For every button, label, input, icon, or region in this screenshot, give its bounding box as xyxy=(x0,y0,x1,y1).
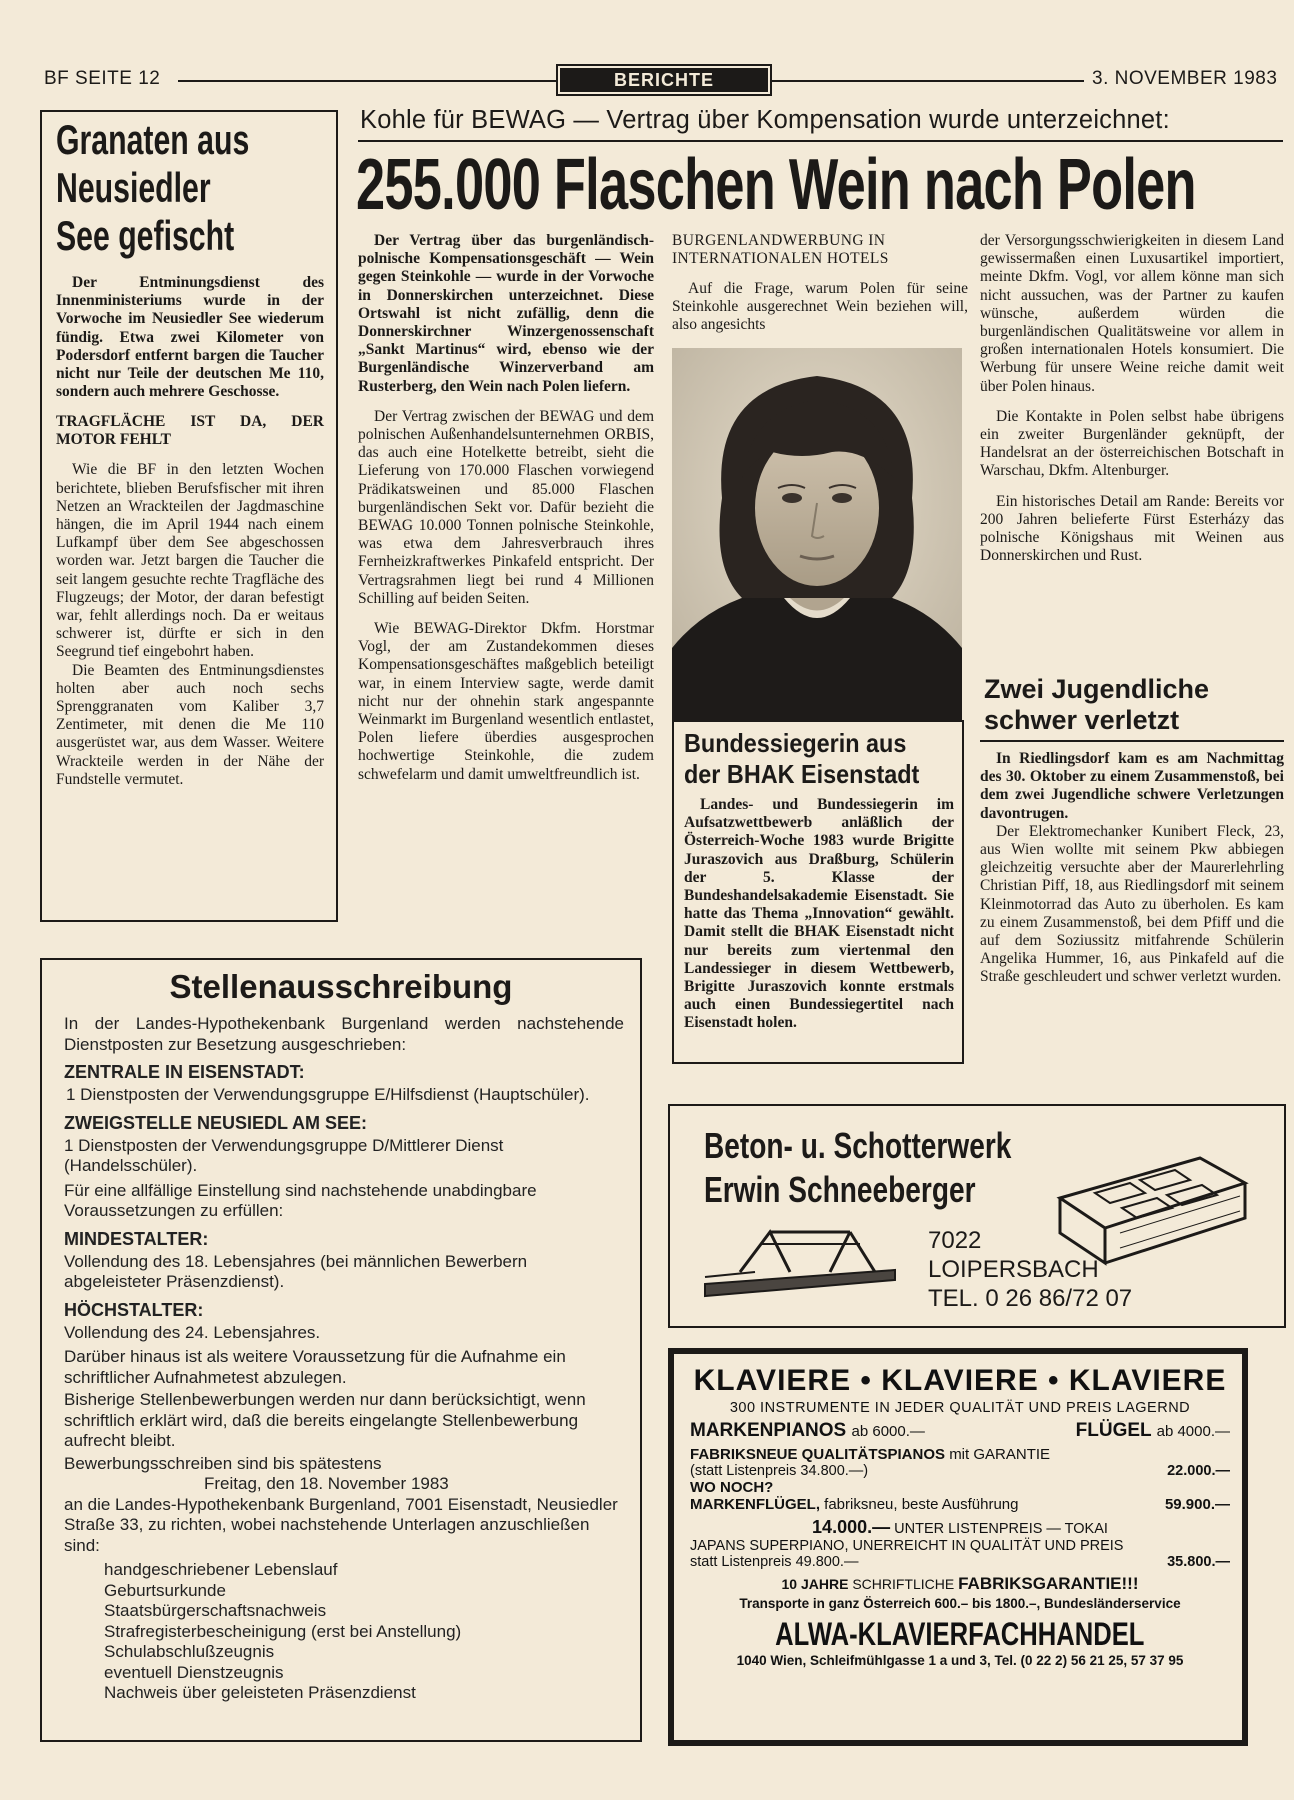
granaten-paragraph: Wie die BF in den letzten Wochen berichtete, blieben Berufsfischer mit ihren Netzen an Wrackteilen der Jagdmaschine hängen, die im April 1944 nach einem Lufkampf über dem See abgeschossen worden war. Jetzt bargen die Taucher die seit langem gesuchte rechte Tragfläche des Flugzeugs; der Motor, der daran befestigt war, fehlt allerdings noch. Da er weitaus schwerer ist, dürfte er sich in den Seegrund tief eingebohrt haben. xyxy=(56,461,324,661)
beton-ad-address: 7022 LOIPERSBACH TEL. 0 26 86/72 07 xyxy=(928,1227,1133,1312)
unfall-headline: Zwei Jugendliche schwer verletzt xyxy=(984,674,1210,735)
wein-kicker: Kohle für BEWAG — Vertrag über Kompensation wurde unterzeichnet: xyxy=(360,106,1170,134)
bhak-body: Landes- und Bundessiegerin im Aufsatzwettbewerb anläßlich der Österreich-Woche 1983 wurde Brigitte Juraszovich aus Draßburg, Schülerin der 5. Klasse der Bundeshandelsakademie Eisenstadt. Sie hatte das Thema „Innovation“ gewählt. Damit stellt die BHAK Eisenstadt nicht nur bereits zum viertenmal den Landessieger in diesem Wettbewerb, Brigitte Juraszovich konnte erstmals auch einen Bundessiegertitel nach Eisenstadt holen. xyxy=(684,796,954,1032)
wein-paragraph: Die Kontakte in Polen selbst habe übrigens ein zweiter Burgenländer geknüpft, der Handelsrat an der österreichischen Botschaft in Warschau, Dkfm. Altenburger. xyxy=(980,407,1284,480)
job-ad-documents xyxy=(64,1560,624,1704)
klavier-ad-body: KLAVIERE • KLAVIERE • KLAVIERE 300 INSTRUMENTE IN JEDER QUALITÄT UND PREIS LAGERND MARKENPIANOS ab 6000.— FLÜGEL ab 4000.— FABRIKSNEUE QUALITÄTSPIANOS mit GARANTIE (statt Listenpreis 34.800.—) 22.000.— WO NOCH? MARKENFLÜGEL, fabriksneu, beste Ausführung 59.900.— 14.000.— UNTER LISTENPREIS — TOKAI JAPANS SUPERPIANO, UNERREICHT IN QUALITÄT UND PREIS statt Listenpreis 49.800.— 35.800.— 10 JAHRE SCHRIFTLICHE FABRIKSGARANTIE!!! Transporte in ganz Österreich 600.– bis 1800.–, Bundesländerservice ALWA-KLAVIERFACHHANDEL 1040 Wien, Schleifmühlgasse 1 a und 3, Tel. (0 22 2) 56 21 25, 57 37 95 xyxy=(690,1364,1230,1668)
concrete-ceiling-icon xyxy=(700,1222,900,1306)
unfall-lead: In Riedlingsdorf kam es am Nachmittag des 30. Oktober zu einem Zusammenstoß, bei dem zwei Jugendliche schwere Verletzungen davontrugen. xyxy=(980,750,1284,822)
wein-column-2 xyxy=(672,232,968,335)
list-item: Strafregisterbescheinigung (erst bei Anstellung) xyxy=(104,1621,462,1641)
wein-column-3 xyxy=(980,232,1284,565)
list-item: Nachweis über geleisteten Präsenzdienst xyxy=(104,1683,416,1702)
wein-paragraph: der Versorgungsschwierigkeiten in diesem Land gewissermaßen einen Luxusartikel importiert, meinte Dkfm. Vogl, vor allem könne man sich nicht aussuchen, was der Partner zu kaufen wünsche, außerdem würden die burgenländischen Qualitätsweine vor allem in großen internationalen Hotels konsumiert. Die Werbung für unsere Weine reiche damit weit über Polen hinaus. xyxy=(980,232,1284,395)
issue-date: 3. NOVEMBER 1983 xyxy=(1092,68,1278,89)
granaten-headline: Granaten aus Neusiedler See gefischt xyxy=(56,116,250,259)
job-ad-title: Stellenausschreibung xyxy=(169,968,513,1005)
klavier-ad-title: KLAVIERE • KLAVIERE • KLAVIERE xyxy=(693,1364,1227,1397)
wein-column-1 xyxy=(358,232,654,784)
list-item: Staatsbürgerschaftsnachweis xyxy=(104,1601,327,1620)
bhak-headline: Bundessiegerin aus der BHAK Eisenstadt xyxy=(684,728,920,789)
portrait-photo-drawing xyxy=(672,348,962,722)
list-item: handgeschriebener Lebenslauf xyxy=(104,1560,338,1579)
beton-ad-name: Beton- u. Schotterwerk Erwin Schneeberger xyxy=(704,1125,1012,1210)
section-label-box xyxy=(556,64,772,96)
granaten-body xyxy=(56,274,324,789)
unfall-headline-rule xyxy=(980,740,1284,742)
wein-subhead: BURGENLANDWERBUNG IN INTERNATIONALEN HOTELS xyxy=(672,232,889,267)
header-rule-left xyxy=(178,80,558,82)
portrait-photo xyxy=(672,348,962,722)
wein-lead: Der Vertrag über das burgenländisch-polnische Kompensationsgeschäft — Wein gegen Steinkohle — wurde in der Vorwoche in Donnerskirchen unterzeichnet. Diese Ortswahl ist nicht zufällig, denn die Donnerskirchner Winzergenossenschaft „Sankt Martinus“ wird, ebenso wie der Burgenländische Winzerverband am Rusterberg, den Wein nach Polen liefern. xyxy=(358,232,654,395)
wein-paragraph: Wie BEWAG-Direktor Dkfm. Horstmar Vogl, der am Zustandekommen dieses Kompensationsgeschäftes maßgeblich beteiligt war, in einem Interview sagte, werde damit nicht nur der ohnehin stark angespannte Weinmarkt im Burgenland wesentlich entlastet, Polen liefere überdies ausgesprochen hochwertige Steinkohle, die zudem schwefelarm und damit umweltfreundlich ist. xyxy=(358,620,654,783)
wein-headline: 255.000 Flaschen Wein nach Polen xyxy=(356,145,1196,225)
granaten-paragraph: Die Beamten des Entminungsdienstes holten aber auch noch sechs Sprenggranaten vom Kaliber 3,7 Zentimeter, mit denen die Me 110 ausgerüstet war, aus dem Wasser. Weitere Wrackteile werden in der Nähe der Fundstelle vermutet. xyxy=(56,661,324,788)
wein-kicker-rule xyxy=(358,140,1283,142)
granaten-lead: Der Entminungsdienst des Innenministeriums wurde in der Vorwoche im Neusiedler See wiederum fündig. Etwa zwei Kilometer von Podersdorf entfernt bargen die Taucher nicht nur Teile der deutschen Me 110, sondern auch mehrere Geschosse. xyxy=(56,274,324,401)
page-number: BF SEITE 12 xyxy=(44,68,161,89)
section-label: BERICHTE xyxy=(560,68,768,92)
list-item: eventuell Dienstzeugnis xyxy=(104,1662,284,1682)
header-rule-right xyxy=(772,80,1084,82)
job-ad-body: In der Landes-Hypothekenbank Burgenland werden nachstehende Dienstposten zur Besetzung ausgeschrieben: ZENTRALE IN EISENSTADT: 1 Dienstposten der Verwendungsgruppe E/Hilfsdienst (Hauptschüler). ZWEIGSTELLE NEUSIEDL AM SEE: 1 Dienstposten der Verwendungsgruppe D/Mittlerer Dienst (Handelsschüler). Für eine allfällige Einstellung sind nachstehende unabdingbare Voraussetzungen zu erfüllen: MINDESTALTER: Vollendung des 18. Lebensjahres (bei männlichen Bewerbern abgeleisteter Präsenzdienst). HÖCHSTALTER: Vollendung des 24. Lebensjahres. Darüber hinaus ist als weitere Voraussetzung für die Aufnahme ein schriftlicher Aufnahmetest abzulegen. Bisherige Stellenbewerbungen werden nur dann berücksichtigt, wenn schriftlich erklärt wird, daß die bereits eingelangte Stellenbewerbung aufrecht bleibt. Bewerbungsschreiben sind bis spätestens Freitag, den 18. November 1983 an die Landes-Hypothekenbank Burgenland, 7001 Eisenstadt, Neusiedler Straße 33, zu richten, wobei nachstehende Unterlagen anzuschließen sind: handgeschriebener Lebenslauf Geburtsurkunde Staatsbürgerschaftsnachweis Strafregisterbescheinigung (erst bei Anstellung) Schulabschlußzeugnis eventuell Dienstzeugnis Nachweis über geleisteten Präsenzdienst xyxy=(64,1014,624,1702)
list-item: Schulabschlußzeugnis xyxy=(104,1642,275,1661)
wein-paragraph: Ein historisches Detail am Rande: Bereits vor 200 Jahren belieferte Fürst Esterházy das polnische Königshaus mit Weinen aus Donnerskirchen und Rust. xyxy=(980,492,1284,565)
list-item: Geburtsurkunde xyxy=(104,1580,226,1600)
wein-paragraph: Auf die Frage, warum Polen für seine Steinkohle ausgerechnet Wein beziehen will, also angesichts xyxy=(672,280,968,334)
wein-paragraph: Der Vertrag zwischen der BEWAG und dem polnischen Außenhandelsunternehmen ORBIS, das auch eine Hotelkette betreibt, sieht die Lieferung von 170.000 Flaschen vorwiegend Prädikatsweinen und 85.000 Flaschen burgenländischen Sekt vor. Dafür bezieht die BEWAG 10.000 Tonnen polnische Steinkohle, was etwa dem Jahresverbrauch ihres Fernheizkraftwerkes Pinkafeld entspricht. Der Vertragsrahmen liegt bei rund 4 Millionen Schilling auf beiden Seiten. xyxy=(358,407,654,607)
unfall-body xyxy=(980,750,1284,987)
unfall-paragraph: Der Elektromechanker Kunibert Fleck, 23, aus Wien wollte mit seinem Pkw abbiegen gleichzeitig versuchte aber der Maurerlehrling Christian Piff, 18, aus Riedlingsdorf mit seinem Kleinmotorrad das Auto zu überholen. Es kam zu einem Zusammenstoß, bei dem Pfiff und die auf dem Soziussitz mitfahrende Schülerin Angelika Hummer, 16, aus Pinkafeld auf die Straße geschleudert und schwer verletzt wurden. xyxy=(980,822,1284,986)
granaten-subhead: TRAGFLÄCHE IST DA, DER MOTOR FEHLT xyxy=(56,413,324,449)
